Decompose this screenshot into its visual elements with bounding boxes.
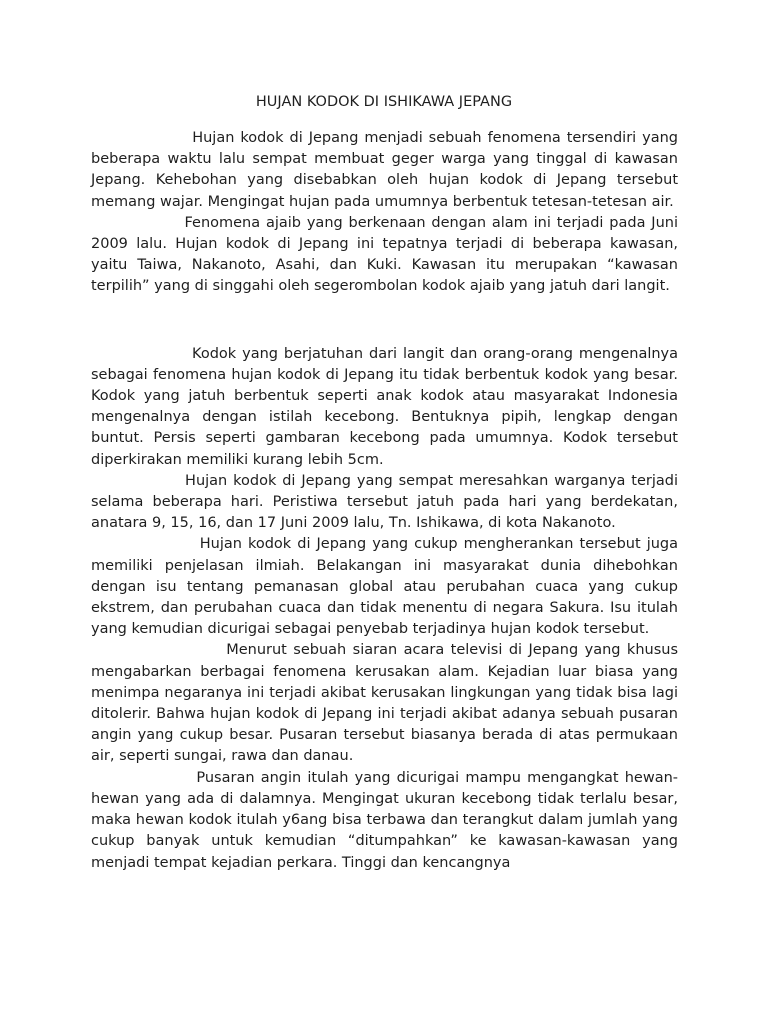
paragraph-text: Hujan kodok di Jepang yang cukup mengherankan tersebut juga memiliki penjelasan ilmiah. Belakangan ini masyarakat dunia dihebohkan dengan isu tentang pemanasan global atau perubahan cuaca yang cukup ekstrem, dan perubahan cuaca dan tidak menentu di negara Sakura. Isu itulah yang kemudian dicurigai sebagai penyebab terjadinya hujan kodok tersebut. — [91, 536, 678, 638]
paragraph-text: Kodok yang berjatuhan dari langit dan orang-orang mengenalnya sebagai fenomena hujan kodok di Jepang itu tidak berbentuk kodok yang besar. Kodok yang jatuh berbentuk seperti anak kodok atau masyarakat Indonesia mengenalnya dengan istilah kecebong. Bentuknya pipih, lengkap dengan buntut. Persis seperti gambaran kecebong pada umumnya. Kodok tersebut diperkirakan memiliki kurang lebih 5cm. — [91, 345, 679, 468]
paragraph-text: Pusaran angin itulah yang dicurigai mampu mengangkat hewan-hewan yang ada di dalamnya. Mengingat ukuran kecebong tidak terlalu besar, maka hewan kodok itulah y6ang bisa terbawa dan terangkut dalam jumlah yang cukup banyak untuk kemudian “ditumpahkan” ke kawasan-kawasan yang menjadi tempat kejadian perkara. Tinggi dan kencangnya — [91, 769, 679, 871]
paragraph — [91, 768, 678, 874]
paragraph-indent — [91, 473, 185, 489]
paragraph-text: Fenomena ajaib yang berkenaan dengan alam ini terjadi pada Juni 2009 lalu. Hujan kodok di Jepang ini tepatnya terjadi di beberapa kawasan, yaitu Taiwa, Nakanoto, Asahi, dan Kuki. Kawasan itu merupakan “kawasan terpilih” yang di singgahi oleh segerombolan kodok ajaib yang jatuh dari langit. — [91, 214, 678, 295]
paragraph-indent — [91, 346, 192, 362]
paragraph-text: Hujan kodok di Jepang yang sempat meresahkan warganya terjadi selama beberapa hari. Peristiwa tersebut jatuh pada hari yang berdekatan, anatara 9, 15, 16, dan 17 Juni 2009 lalu, Tn. Ishikawa, di kota Nakanoto. — [91, 472, 679, 532]
paragraph — [91, 534, 678, 640]
paragraph-indent — [91, 770, 196, 786]
document-title: HUJAN KODOK DI ISHIKAWA JEPANG — [255, 94, 513, 110]
paragraph — [91, 128, 678, 213]
paragraph — [91, 640, 678, 767]
document-body — [91, 128, 678, 874]
paragraph-indent — [91, 536, 200, 552]
paragraph-indent — [91, 130, 192, 146]
paragraph-indent — [91, 215, 184, 231]
paragraph — [91, 344, 678, 471]
paragraph — [91, 213, 678, 298]
paragraph-indent — [91, 642, 226, 658]
paragraph-text: Menurut sebuah siaran acara televisi di Jepang yang khusus mengabarkan berbagai fenomena kerusakan alam. Kejadian luar biasa yang menimpa negaranya ini terjadi akibat kerusakan lingkungan yang tidak bisa lagi ditolerir. Bahwa hujan kodok di Jepang ini terjadi akibat adanya sebuah pusaran angin yang cukup besar. Pusaran tersebut biasanya berada di atas permukaan air, seperti sungai, rawa dan danau. — [91, 642, 678, 765]
paragraph-text: Hujan kodok di Jepang menjadi sebuah fenomena tersendiri yang beberapa waktu lalu sempat membuat geger warga yang tinggal di kawasan Jepang. Kehebohan yang disebabkan oleh hujan kodok di Jepang tersebut memang wajar. Mengingat hujan pada umumnya berbentuk tetesan-tetesan air. — [91, 130, 679, 210]
paragraph — [91, 471, 678, 535]
